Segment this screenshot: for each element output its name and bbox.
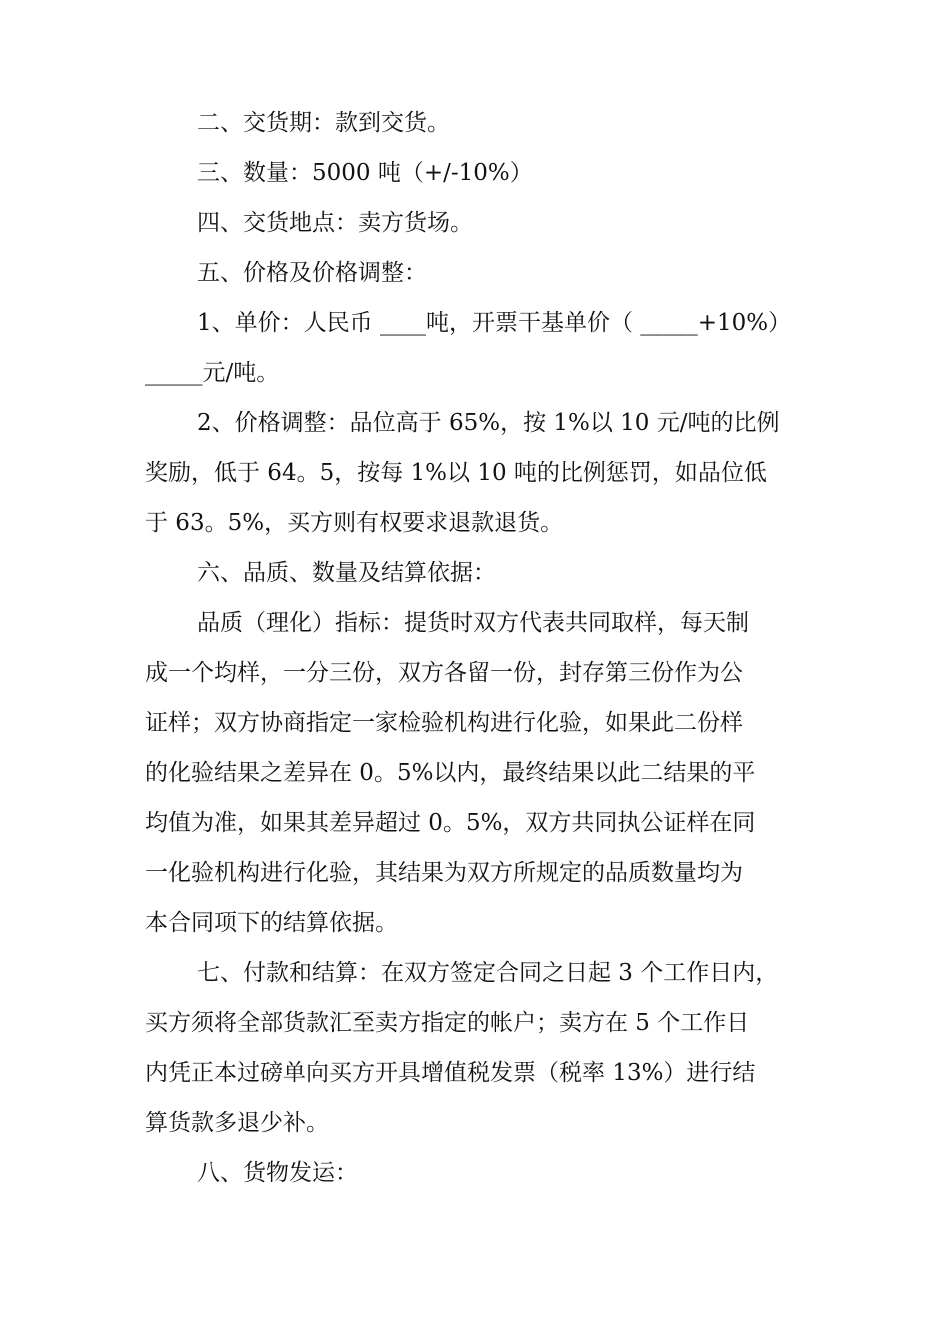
text-line: 品质（理化）指标：提货时双方代表共同取样，每天制	[197, 610, 749, 636]
text-line: 2、价格调整：品位高于 65%，按 1%以 10 元/吨的比例	[197, 410, 780, 436]
delivery-place-paragraph	[145, 198, 807, 248]
text-line: 一化验机构进行化验，其结果为双方所规定的品质数量均为	[145, 860, 743, 886]
unit-price-paragraph	[145, 298, 807, 398]
text-line: 1、单价：人民币 ____吨，开票干基单价（ _____+10%）	[197, 310, 792, 336]
payment-settlement-paragraph	[145, 948, 807, 1148]
text-line: 内凭正本过磅单向买方开具增值税发票（税率 13%）进行结	[145, 1060, 756, 1086]
goods-shipment-heading	[145, 1148, 807, 1198]
text-line: 奖励，低于 64。5，按每 1%以 10 吨的比例惩罚，如品位低	[145, 460, 767, 486]
price-adjustment-paragraph	[145, 398, 807, 548]
text-line: 三、数量：5000 吨（+/-10%）	[197, 160, 533, 186]
text-line: 证样；双方协商指定一家检验机构进行化验，如果此二份样	[145, 710, 743, 736]
text-line: 八、货物发运：	[197, 1160, 358, 1186]
text-line: 算货款多退少补。	[145, 1110, 329, 1136]
price-adjustment-heading	[145, 248, 807, 298]
quality-basis-heading	[145, 548, 807, 598]
text-line: 四、交货地点：卖方货场。	[197, 210, 473, 236]
text-line: _____元/吨。	[145, 360, 280, 386]
contract-body	[145, 98, 807, 1198]
text-line: 二、交货期：款到交货。	[197, 110, 450, 136]
text-line: 六、品质、数量及结算依据：	[197, 560, 496, 586]
text-line: 于 63。5%，买方则有权要求退款退货。	[145, 510, 564, 536]
text-line: 成一个均样，一分三份，双方各留一份，封存第三份作为公	[145, 660, 743, 686]
text-line: 五、价格及价格调整：	[197, 260, 427, 286]
quantity-paragraph	[145, 148, 807, 198]
delivery-period-paragraph	[145, 98, 807, 148]
text-line: 本合同项下的结算依据。	[145, 910, 398, 936]
quality-index-paragraph	[145, 598, 807, 948]
text-line: 七、付款和结算：在双方签定合同之日起 3 个工作日内，	[197, 960, 779, 986]
text-line: 的化验结果之差异在 0。5%以内，最终结果以此二结果的平	[145, 760, 756, 786]
text-line: 均值为准，如果其差异超过 0。5%，双方共同执公证样在同	[145, 810, 756, 836]
text-line: 买方须将全部货款汇至卖方指定的帐户；卖方在 5 个工作日	[145, 1010, 750, 1036]
